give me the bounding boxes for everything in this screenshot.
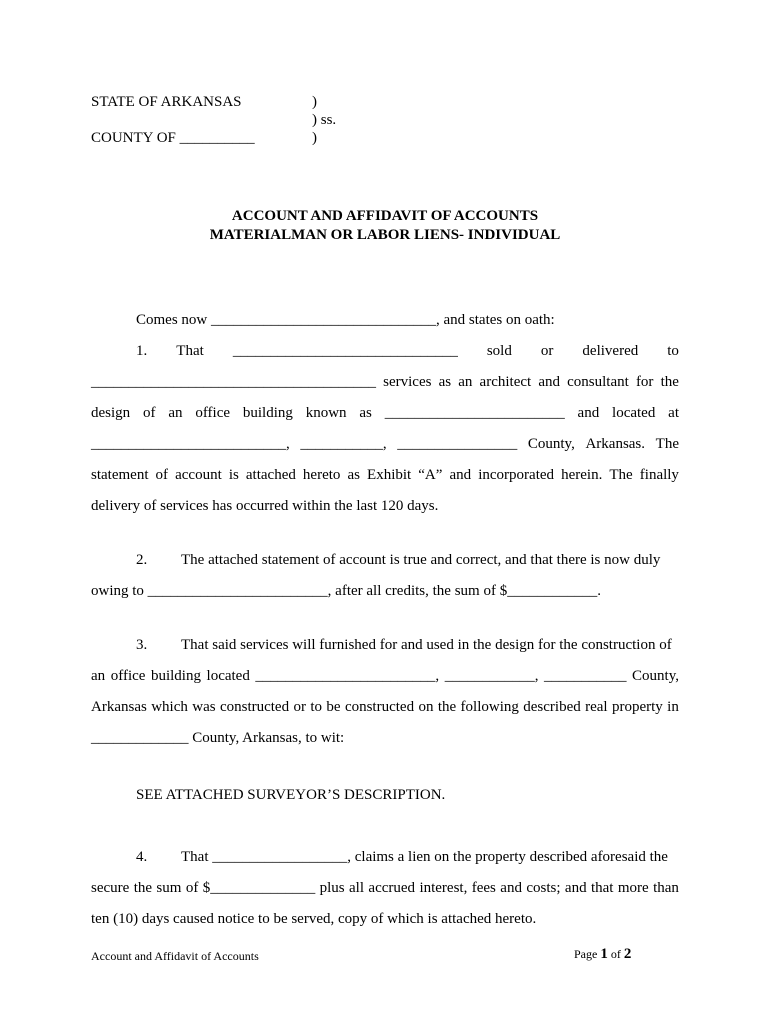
word: building [150,668,201,684]
word: building [242,405,293,421]
word: account [175,467,222,483]
word: as [359,405,372,421]
word: known [305,405,347,421]
word: constructed [219,699,290,715]
p2-number: 2. [136,552,148,568]
word: is [228,467,239,483]
footer-page-indicator [574,946,631,963]
p1-line-2 [91,374,679,391]
word: an [458,374,473,390]
word: of [155,467,169,483]
p1-line-6: delivery of services has occurred within the last 120 days. [91,498,439,514]
footer-doc-title: Account and Affidavit of Accounts [91,949,259,963]
word: on [418,699,434,715]
word: to [667,343,679,359]
word: Arkansas. [585,436,646,452]
p1-line-3 [91,405,679,422]
p4-line-1: That __________________, claims a lien on the property described aforesaid the [181,849,668,865]
caption-paren-3: ) [312,130,317,146]
word: finally [639,467,679,483]
caption-county: COUNTY OF __________ [91,130,255,146]
word: interest, [419,880,468,896]
word: incorporated [478,467,555,483]
word: office [110,668,146,684]
word: Exhibit [367,467,412,483]
p1-line-5 [91,467,679,484]
word: hereto [302,467,341,483]
word: sum [156,880,182,896]
word: ______________________________________ [91,374,376,390]
word: office [195,405,231,421]
word: constructed [344,699,415,715]
p2-line-1: The attached statement of account is true and correct, and that there is now duly [181,552,661,568]
word: ___________ [543,668,627,684]
p3-line-1: That said services will furnished for and used in the design for the construction of [181,637,672,653]
word: be [326,699,341,715]
footer-page-number: 1 [600,946,608,962]
word: the [660,374,679,390]
word: services [383,374,432,390]
word: herein. [561,467,603,483]
word: for [635,374,654,390]
word: following [460,699,519,715]
word: County, [527,436,575,452]
word: of [143,405,156,421]
word: The [609,467,633,483]
word: real [585,699,608,715]
word: and [538,374,560,390]
word: all [349,880,365,896]
word: The [655,436,679,452]
footer-of-word: of [610,947,621,961]
word: delivered [582,343,639,359]
word: property [611,699,663,715]
word: ________________ [397,436,518,452]
word: accrued [368,880,416,896]
word: or [293,699,306,715]
word: located [612,405,656,421]
word: as [438,374,452,390]
intro-line: Comes now ______________________________, and states on oath: [136,312,555,328]
document-title-line-2: MATERIALMAN OR LABOR LIENS- INDIVIDUAL [209,227,561,243]
word: than [653,880,679,896]
p4-line-2 [91,880,679,897]
word: the [133,880,153,896]
word: and [449,467,472,483]
p3-number: 3. [136,637,148,653]
caption-paren-1: ) [312,94,317,110]
word: an [168,405,183,421]
word: ________________________, [255,668,440,684]
footer-page-word: Page [574,947,598,961]
word: ___________, [300,436,387,452]
word: and [500,880,522,896]
p3-line-2 [91,668,679,685]
word: in [667,699,679,715]
footer-page-total: 2 [623,946,632,962]
word: Arkansas [91,699,147,715]
word: costs; [526,880,561,896]
word: an [91,668,106,684]
word: which [151,699,188,715]
word: $______________ [202,880,316,896]
p4-line-3: ten (10) days caused notice to be served, copy of which is attached hereto. [91,911,537,927]
p3-line-3 [91,699,679,716]
word: as [347,467,360,483]
word: County, [632,668,679,684]
word: statement [91,467,149,483]
p1-line-1 [136,343,679,360]
word: or [540,343,554,359]
word: of [185,880,199,896]
word: “A” [418,467,443,483]
caption-state: STATE OF ARKANSAS [91,94,242,110]
caption-paren-ss: ) ss. [312,112,337,128]
p2-line-2: owing to ________________________, after all credits, the sum of $____________. [91,583,601,599]
word: described [523,699,581,715]
word: more [617,880,649,896]
word: that [590,880,614,896]
word: fees [471,880,496,896]
word: secure [91,880,130,896]
word: That [176,343,204,359]
word: architect [479,374,532,390]
document-title-line-1: ACCOUNT AND AFFIDAVIT OF ACCOUNTS [231,208,539,224]
p1-line-4 [91,436,679,453]
word: ______________________________ [232,343,458,359]
word: to [310,699,323,715]
word: was [192,699,216,715]
word: plus [319,880,345,896]
word: __________________________, [91,436,290,452]
word: the [437,699,457,715]
word: located [206,668,250,684]
word: 1. [136,343,148,359]
p4-number: 4. [136,849,148,865]
see-attached-line: SEE ATTACHED SURVEYOR’S DESCRIPTION. [136,787,446,803]
word: and [564,880,587,896]
word: attached [245,467,296,483]
word: consultant [567,374,629,390]
word: sold [486,343,512,359]
p3-line-4: _____________ County, Arkansas, to wit: [91,730,345,746]
word: and [577,405,600,421]
word: design [91,405,131,421]
word: ________________________ [384,405,565,421]
word: ____________, [444,668,539,684]
word: at [668,405,679,421]
